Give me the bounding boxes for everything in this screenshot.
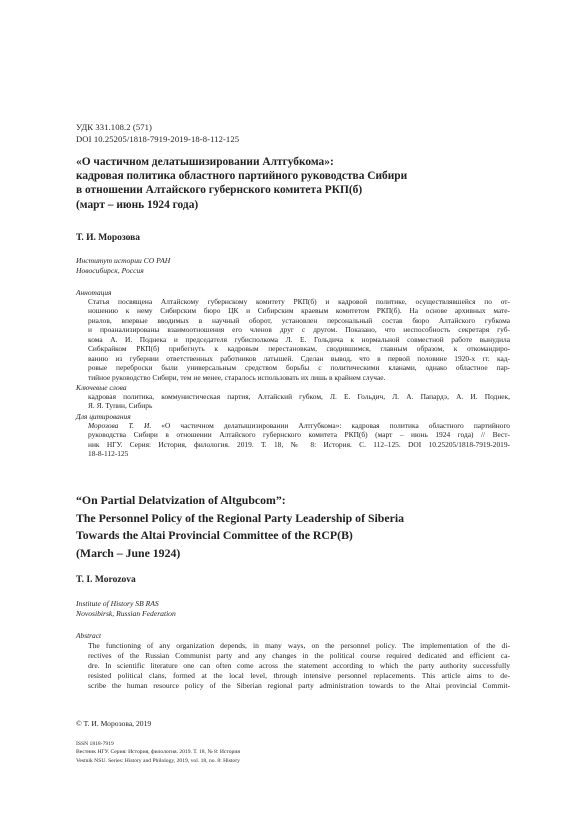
journal-en: Vestnik NSU. Series: History and Philology, 2019, vol. 18, no. 8: History <box>76 757 240 764</box>
ru-citation-text <box>88 421 510 459</box>
ru-keywords-line: кадровая политика, коммунистическая партия, Алтайский губком, Л. Е. Гольдич, Л. А. Папардэ, А. И. Поднек, <box>88 392 510 401</box>
ru-keywords-line: Я. Я. Тупин, Сибирь <box>88 401 153 411</box>
en-author: T. I. Morozova <box>76 575 136 585</box>
journal-info <box>76 740 240 765</box>
ru-annotation-line: Сибкрайком РКП(б) прибегнуть к кадровым перестановкам, сводившимся, главным образом, к откомандиро- <box>88 344 510 354</box>
ru-annotation-line: кома А. И. Поднека и председателя губисполкома Л. Е. Гольдича к нормальной совместной работе вынудила <box>88 334 510 344</box>
en-title-line: The Personnel Policy of the Regional Party Leadership of Siberia <box>76 510 404 525</box>
en-affiliation <box>76 599 176 620</box>
issn: ISSN 1818-7919 <box>76 741 114 747</box>
ru-citation-line: ник НГУ. Серия: История, филология. 2019. Т. 18, № 8: История. С. 112–125. DOI 10.25205/1818-7919-2019- <box>88 439 510 449</box>
en-abstract-line: scribe the human resource policy of the Siberian regional party administration towards to the Altai provincial Commit- <box>88 680 510 690</box>
en-abstract-line: dre. In scientific literature one can often come across the statement according to which the party authority successfully <box>88 660 510 670</box>
ru-affiliation <box>76 256 170 277</box>
ru-citation-rest: «О частичном делатышизировании Алтгубкома»: кадровая политика областного партийного <box>161 421 510 430</box>
ru-annotation-line: ношению к нему Сибирским бюро ЦК и Сибирским краевым комитетом РКП(б). На основе архивных мате- <box>88 306 510 316</box>
ru-annotation-line: тийное руководство Сибири, тем не менее, старалось использовать их лишь в крайнем случае. <box>88 372 386 382</box>
doi: DOI 10.25205/1818-7919-2019-18-8-112-125 <box>76 133 240 144</box>
ru-annotation-text <box>88 297 510 382</box>
en-title-line: “On Partial Delatvization of Altgubcom”: <box>76 493 286 507</box>
ru-citation-author: Морозова Т. И. <box>88 421 152 430</box>
ru-affiliation-institute: Институт истории СО РАН <box>76 256 171 265</box>
ru-title-line: в отношении Алтайского губернского комитета РКП(б) <box>76 184 363 197</box>
ru-annotation-line: Статья посвящена Алтайскому губернскому комитету РКП(б) и кадровой политике, осуществлявшейся по от- <box>88 297 510 306</box>
ru-title-line: «О частичном делатышизировании Алтгубкома»: <box>76 156 334 168</box>
en-title-line: Towards the Altai Provincial Committee of the RCP(B) <box>76 528 353 543</box>
ru-title <box>76 155 516 212</box>
ru-keywords-label: Ключевые слова <box>76 383 127 392</box>
en-title <box>76 492 516 562</box>
ru-title-line: (март – июнь 1924 года) <box>76 198 199 211</box>
ru-annotation-line: риалов, впервые вводимых в научный оборот, установлен персональный состав бюро Алтайского губкома <box>88 315 510 325</box>
ru-annotation-line: ванию из губернии ответственных работников латышей. Сделан вывод, что в первой половине 1920-х гг. кад- <box>88 353 510 363</box>
ru-annotation-line: ровые переброски были универсальным средством борьбы с политическими кланами, однако областное пар- <box>88 363 510 373</box>
copyright: © Т. И. Морозова, 2019 <box>76 719 152 728</box>
en-affiliation-city: Novosibirsk, Russian Federation <box>76 609 176 619</box>
ru-citation-line <box>88 421 510 430</box>
udk-code: УДК 331.108.2 (571) <box>76 122 152 132</box>
en-abstract-text <box>88 641 510 691</box>
ru-affiliation-city: Новосибирск, Россия <box>76 266 144 276</box>
journal-ru: Вестник НГУ. Серия: История, филология. 2019. Т. 18, № 8: История <box>76 749 240 756</box>
article-header <box>76 122 239 145</box>
ru-keywords-text <box>88 392 510 411</box>
ru-annotation-label: Аннотация <box>76 288 112 297</box>
en-abstract-line: resisted political clans, formed at the local level, through intensive personnel replacements. This article aims to de- <box>88 670 510 680</box>
ru-author: Т. И. Морозова <box>76 233 141 243</box>
ru-citation-line: руководства Сибири в отношении Алтайского губернского комитета РКП(б) (март – июнь 1924 года) // Вест- <box>88 430 510 440</box>
ru-citation-line: 18-8-112-125 <box>88 449 129 459</box>
ru-citation-label: Для цитирования <box>76 412 131 421</box>
en-affiliation-institute: Institute of History SB RAS <box>76 599 159 608</box>
ru-title-line: кадровая политика областного партийного руководства Сибири <box>76 170 408 183</box>
en-abstract-label: Abstract <box>76 631 102 640</box>
en-title-line: (March – June 1924) <box>76 545 181 560</box>
en-abstract-line: The functioning of any organization depends, in many ways, on the personnel policy. The implementation of the di- <box>88 641 510 650</box>
en-abstract-line: rectives of the Russian Communist party and any changes in the political course required dedicated and efficient ca- <box>88 650 510 660</box>
ru-annotation-line: и проанализированы взаимоотношения его членов друг с другом. Показано, что неспособность секретаря губ- <box>88 325 510 335</box>
